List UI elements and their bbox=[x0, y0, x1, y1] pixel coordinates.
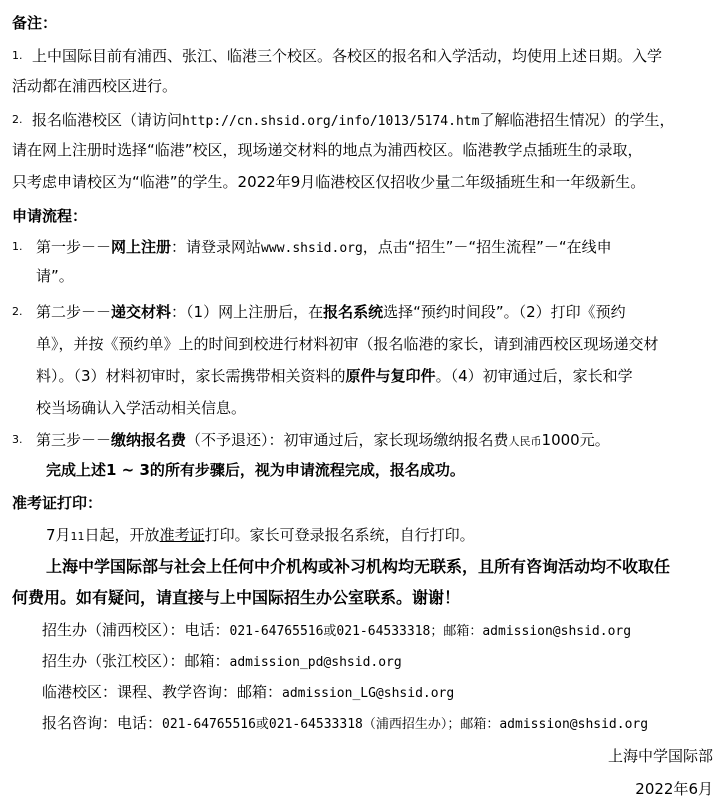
note-1-line-1: 上中国际目前有浦西、张江、临港三个校区。各校区的报名和入学活动，均使用上述日期。入学 bbox=[32, 47, 663, 65]
step-2-title: 递交材料 bbox=[111, 303, 172, 321]
admission-ticket-heading: 准考证打印： bbox=[12, 494, 103, 512]
step-1-line-2: 请”。 bbox=[36, 267, 74, 285]
contact-zhangjiang: 招生办（张江校区）：邮箱：admission_pd@shsid.org bbox=[42, 652, 402, 670]
step-3-number: 3. bbox=[12, 433, 23, 446]
admission-ticket-text: 7月11日起，开放准考证打印。家长可登录报名系统，自行打印。 bbox=[46, 526, 475, 544]
shsid-site-link[interactable]: www.shsid.org bbox=[261, 241, 363, 256]
signature-date: 2022年6月 bbox=[635, 780, 713, 798]
step-3-line-1: 第三步－－缴纳报名费（不予退还）：初审通过后，家长现场缴纳报名费人民币1000元。 bbox=[36, 431, 610, 449]
disclaimer-line-1: 上海中学国际部与社会上任何中介机构或补习机构均无联系，且所有咨询活动均不收取任 bbox=[46, 557, 671, 576]
note-2-line-1: 报名临港校区（请访问http://cn.shsid.org/info/1013/5174.htm了解临港招生情况）的学生， bbox=[32, 111, 675, 129]
step-1-number: 1. bbox=[12, 240, 23, 253]
contact-enquiry: 报名咨询：电话：021-64765516或021-64533318（浦西招生办）；邮箱：admission@shsid.org bbox=[42, 714, 649, 732]
step-2-number: 2. bbox=[12, 305, 23, 318]
note-1-number: 1. bbox=[12, 49, 23, 62]
note-2-number: 2. bbox=[12, 113, 23, 126]
disclaimer-line-2: 何费用。如有疑问，请直接与上中国际招生办公室联系。谢谢！ bbox=[12, 588, 461, 607]
step-2-line-1: 第二步－－递交材料：（1）网上注册后，在报名系统选择“预约时间段”。（2）打印《预约 bbox=[36, 303, 626, 321]
contact-puxi: 招生办（浦西校区）：电话：021-64765516或021-64533318；邮箱：admission@shsid.org bbox=[42, 621, 632, 639]
note-2-line-2: 请在网上注册时选择“临港”校区，现场递交材料的地点为浦西校区。临港教学点插班生的录取， bbox=[12, 141, 643, 159]
process-heading: 申请流程： bbox=[12, 207, 88, 225]
step-3-title: 缴纳报名费 bbox=[111, 431, 187, 449]
note-1-line-2: 活动都在浦西校区进行。 bbox=[12, 77, 178, 95]
step-1-line-1: 第一步－－网上注册：请登录网站www.shsid.org，点击“招生”－“招生流程”－“在线申 bbox=[36, 238, 612, 256]
step-2-line-4: 校当场确认入学活动相关信息。 bbox=[36, 399, 247, 417]
step-2-line-3: 料）。（3）材料初审时，家长需携带相关资料的原件与复印件。（4）初审通过后，家长和学 bbox=[36, 367, 633, 385]
note-2-line-3: 只考虑申请校区为“临港”的学生。2022年9月临港校区仅招收少量二年级插班生和一年级新生。 bbox=[12, 173, 646, 191]
notes-heading: 备注： bbox=[12, 14, 58, 32]
completion-note: 完成上述1 ~ 3的所有步骤后，视为申请流程完成，报名成功。 bbox=[46, 461, 465, 479]
signature-org: 上海中学国际部 bbox=[607, 747, 713, 765]
linggang-info-link[interactable]: http://cn.shsid.org/info/1013/5174.htm bbox=[182, 114, 480, 129]
step-2-line-2: 单》，并按《预约单》上的时间到校进行材料初审（报名临港的家长，请到浦西校区现场递交材 bbox=[36, 335, 659, 353]
contact-linggang: 临港校区：课程、教学咨询：邮箱：admission_LG@shsid.org bbox=[42, 683, 455, 701]
step-1-title: 网上注册 bbox=[111, 238, 172, 256]
